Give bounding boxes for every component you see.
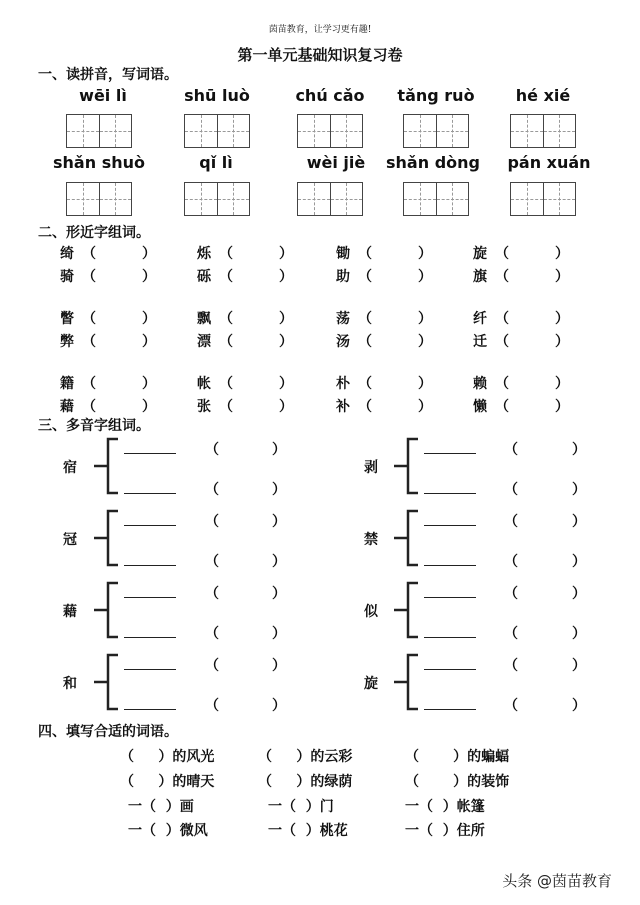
answer-paren-open: （ [358, 246, 372, 262]
answer-paren-open: （ [219, 311, 233, 327]
similar-char-item[interactable] [60, 396, 156, 416]
answer-paren-close: ） [142, 246, 156, 262]
fill-item[interactable]: 一（ ）门 [268, 799, 334, 815]
pinyin-paren-open[interactable]: （ [504, 698, 518, 714]
similar-char-item[interactable] [197, 243, 293, 263]
answer-paren-close: ） [279, 376, 293, 392]
answer-paren-close: ） [279, 334, 293, 350]
similar-char: 飘 [197, 311, 211, 327]
answer-paren-open: （ [495, 334, 509, 350]
fill-row-1 [0, 746, 640, 766]
answer-blank[interactable] [424, 565, 476, 566]
similar-char-item[interactable] [197, 308, 293, 328]
answer-paren-close: ） [555, 334, 569, 350]
similar-char: 懒 [473, 399, 487, 415]
pinyin-label: shǎn shuò [53, 153, 145, 172]
answer-paren-close: ） [555, 269, 569, 285]
fill-item[interactable]: （ ）的绿荫 [258, 774, 353, 790]
answer-paren-close: ） [142, 311, 156, 327]
answer-paren-open: （ [495, 399, 509, 415]
answer-blank[interactable] [124, 525, 176, 526]
similar-char-item[interactable] [197, 331, 293, 351]
similar-char-item[interactable] [336, 266, 432, 286]
polyphonic-char: 剥 [364, 460, 378, 476]
similar-char: 籍 [60, 376, 74, 392]
similar-char-item[interactable] [336, 308, 432, 328]
answer-paren-close: ） [279, 269, 293, 285]
similar-char: 旋 [473, 246, 487, 262]
polyphonic-char: 似 [364, 604, 378, 620]
answer-paren-open: （ [495, 269, 509, 285]
similar-char-item[interactable] [473, 266, 569, 286]
answer-paren-open: （ [82, 311, 96, 327]
pinyin-paren-close: ） [272, 698, 286, 714]
answer-paren-close: ） [418, 269, 432, 285]
answer-paren-open: （ [82, 334, 96, 350]
writing-box[interactable] [510, 182, 576, 216]
pinyin-label: chú cǎo [295, 86, 365, 105]
answer-blank[interactable] [424, 709, 476, 710]
answer-paren-close: ） [418, 399, 432, 415]
brace-icon [92, 653, 122, 711]
polyphonic-char: 禁 [364, 532, 378, 548]
section2-title: 二、形近字组词。 [38, 225, 150, 241]
pinyin-label: pán xuán [507, 153, 591, 172]
pinyin-paren-open[interactable]: （ [504, 626, 518, 642]
similar-char: 旗 [473, 269, 487, 285]
answer-paren-close: ） [142, 269, 156, 285]
pinyin-paren-close: ） [572, 442, 586, 458]
fill-item[interactable]: （ ）的晴天 [120, 774, 215, 790]
similar-char: 帐 [197, 376, 211, 392]
brace-icon [392, 437, 422, 495]
answer-blank[interactable] [424, 637, 476, 638]
similar-char-item[interactable] [197, 266, 293, 286]
answer-blank[interactable] [424, 525, 476, 526]
pinyin-paren-close: ） [272, 442, 286, 458]
pinyin-paren-open[interactable]: （ [504, 514, 518, 530]
answer-paren-open: （ [219, 399, 233, 415]
answer-paren-close: ） [418, 334, 432, 350]
answer-paren-close: ） [418, 311, 432, 327]
writing-grid-row-2 [0, 182, 640, 216]
answer-paren-open: （ [358, 399, 372, 415]
pinyin-paren-open[interactable]: （ [504, 586, 518, 602]
pinyin-paren-open[interactable]: （ [205, 482, 219, 498]
polyphonic-char: 藉 [63, 604, 77, 620]
pinyin-paren-open[interactable]: （ [205, 658, 219, 674]
answer-paren-open: （ [219, 269, 233, 285]
pinyin-paren-close: ） [572, 698, 586, 714]
similar-char: 朴 [336, 376, 350, 392]
section3-title: 三、多音字组词。 [38, 418, 150, 434]
similar-char: 绮 [60, 246, 74, 262]
answer-paren-open: （ [358, 334, 372, 350]
brace-icon [392, 509, 422, 567]
pinyin-paren-open[interactable]: （ [205, 514, 219, 530]
similar-char-item[interactable] [336, 396, 432, 416]
similar-char-item[interactable] [336, 373, 432, 393]
similar-char: 汤 [336, 334, 350, 350]
answer-paren-close: ） [418, 246, 432, 262]
answer-paren-close: ） [418, 376, 432, 392]
writing-box[interactable] [403, 182, 469, 216]
answer-paren-open: （ [495, 246, 509, 262]
similar-char: 弊 [60, 334, 74, 350]
answer-paren-close: ） [279, 399, 293, 415]
answer-blank[interactable] [424, 597, 476, 598]
writing-box[interactable] [403, 114, 469, 148]
answer-paren-open: （ [82, 399, 96, 415]
pinyin-paren-close: ） [572, 554, 586, 570]
pinyin-label: shū luò [184, 86, 250, 105]
fill-row-2 [0, 771, 640, 791]
pinyin-row-1 [0, 86, 640, 106]
similar-char-item[interactable] [473, 331, 569, 351]
pinyin-paren-close: ） [572, 658, 586, 674]
answer-blank[interactable] [424, 493, 476, 494]
pinyin-row-2 [0, 153, 640, 173]
similar-char-item[interactable] [60, 266, 156, 286]
brace-icon [392, 581, 422, 639]
similar-char: 砾 [197, 269, 211, 285]
answer-paren-open: （ [495, 311, 509, 327]
answer-paren-close: ） [142, 376, 156, 392]
answer-paren-open: （ [358, 376, 372, 392]
pinyin-paren-open[interactable]: （ [205, 626, 219, 642]
answer-paren-close: ） [555, 376, 569, 392]
similar-char-item[interactable] [473, 396, 569, 416]
writing-box[interactable] [66, 114, 132, 148]
similar-char: 助 [336, 269, 350, 285]
similar-char-item[interactable] [473, 243, 569, 263]
answer-paren-open: （ [358, 311, 372, 327]
answer-paren-open: （ [495, 376, 509, 392]
pinyin-paren-close: ） [272, 658, 286, 674]
similar-char: 藉 [60, 399, 74, 415]
similar-char: 烁 [197, 246, 211, 262]
brace-icon [92, 509, 122, 567]
pinyin-paren-close: ） [272, 514, 286, 530]
similar-char-item[interactable] [60, 243, 156, 263]
polyphonic-char: 宿 [63, 460, 77, 476]
answer-paren-close: ） [555, 399, 569, 415]
answer-blank[interactable] [124, 453, 176, 454]
answer-paren-close: ） [279, 246, 293, 262]
similar-char: 漂 [197, 334, 211, 350]
answer-paren-open: （ [219, 334, 233, 350]
brace-icon [392, 653, 422, 711]
writing-box[interactable] [297, 114, 363, 148]
pinyin-paren-close: ） [272, 586, 286, 602]
answer-paren-open: （ [219, 246, 233, 262]
answer-blank[interactable] [124, 637, 176, 638]
header-note: 茵苗教育，让学习更有趣! [268, 25, 372, 35]
answer-blank[interactable] [124, 493, 176, 494]
writing-grid-row-1 [0, 114, 640, 148]
page-title: 第一单元基础知识复习卷 [237, 46, 403, 64]
section4-title: 四、填写合适的词语。 [38, 724, 178, 740]
fill-row-3 [0, 796, 640, 816]
answer-paren-open: （ [82, 376, 96, 392]
pinyin-paren-open[interactable]: （ [504, 442, 518, 458]
answer-paren-close: ） [279, 311, 293, 327]
similar-char: 荡 [336, 311, 350, 327]
similar-char-item[interactable] [473, 308, 569, 328]
pinyin-paren-open[interactable]: （ [205, 698, 219, 714]
similar-char: 纤 [473, 311, 487, 327]
pinyin-paren-open[interactable]: （ [205, 554, 219, 570]
similar-char-item[interactable] [60, 331, 156, 351]
fill-item[interactable]: 一（ ）帐篷 [405, 799, 485, 815]
pinyin-paren-close: ） [272, 482, 286, 498]
answer-paren-close: ） [142, 399, 156, 415]
pinyin-label: wèi jiè [306, 153, 366, 172]
answer-paren-open: （ [358, 269, 372, 285]
similar-char-item[interactable] [60, 373, 156, 393]
similar-char: 瞥 [60, 311, 74, 327]
similar-char: 迁 [473, 334, 487, 350]
writing-box[interactable] [297, 182, 363, 216]
answer-paren-close: ） [142, 334, 156, 350]
pinyin-paren-close: ） [272, 554, 286, 570]
pinyin-paren-close: ） [572, 514, 586, 530]
pinyin-paren-open[interactable]: （ [205, 586, 219, 602]
pinyin-paren-open[interactable]: （ [504, 482, 518, 498]
section1-title: 一、读拼音，写词语。 [38, 67, 178, 83]
similar-char-item[interactable] [473, 373, 569, 393]
fill-item[interactable]: （ ）的云彩 [258, 749, 353, 765]
answer-blank[interactable] [124, 709, 176, 710]
pinyin-paren-open[interactable]: （ [504, 554, 518, 570]
pinyin-label: hé xié [515, 86, 571, 105]
pinyin-paren-close: ） [572, 586, 586, 602]
pinyin-label: tǎng ruò [397, 86, 475, 105]
writing-box[interactable] [184, 114, 250, 148]
similar-char-item[interactable] [197, 396, 293, 416]
writing-box[interactable] [184, 182, 250, 216]
similar-char: 骑 [60, 269, 74, 285]
fill-item[interactable]: 一（ ）画 [128, 799, 194, 815]
pinyin-paren-open[interactable]: （ [205, 442, 219, 458]
similar-char-item[interactable] [197, 373, 293, 393]
pinyin-label: wēi lì [79, 86, 127, 105]
answer-paren-close: ） [555, 246, 569, 262]
answer-blank[interactable] [124, 565, 176, 566]
fill-item[interactable]: 一（ ）微风 [128, 823, 208, 839]
pinyin-paren-open[interactable]: （ [504, 658, 518, 674]
pinyin-paren-close: ） [572, 482, 586, 498]
similar-char-item[interactable] [60, 308, 156, 328]
pinyin-paren-close: ） [272, 626, 286, 642]
writing-box[interactable] [66, 182, 132, 216]
answer-paren-open: （ [82, 246, 96, 262]
fill-item[interactable]: 一（ ）桃花 [268, 823, 348, 839]
similar-char: 锄 [336, 246, 350, 262]
answer-paren-close: ） [555, 311, 569, 327]
fill-item[interactable]: （ ）的装饰 [405, 774, 510, 790]
watermark: 头条 @茵苗教育 [502, 872, 612, 890]
brace-icon [92, 581, 122, 639]
pinyin-label: shǎn dòng [386, 153, 480, 172]
answer-paren-open: （ [219, 376, 233, 392]
answer-blank[interactable] [424, 453, 476, 454]
fill-item[interactable]: （ ）的蝙蝠 [405, 749, 510, 765]
pinyin-label: qǐ lì [199, 153, 233, 172]
polyphonic-char: 冠 [63, 532, 77, 548]
similar-char: 赖 [473, 376, 487, 392]
polyphonic-char: 和 [63, 676, 77, 692]
fill-row-4 [0, 820, 640, 840]
similar-char: 补 [336, 399, 350, 415]
writing-box[interactable] [510, 114, 576, 148]
fill-item[interactable]: 一（ ）住所 [405, 823, 485, 839]
polyphonic-char: 旋 [364, 676, 378, 692]
fill-item[interactable]: （ ）的风光 [120, 749, 215, 765]
answer-paren-open: （ [82, 269, 96, 285]
answer-blank[interactable] [124, 669, 176, 670]
brace-icon [92, 437, 122, 495]
pinyin-paren-close: ） [572, 626, 586, 642]
similar-char-item[interactable] [336, 243, 432, 263]
answer-blank[interactable] [424, 669, 476, 670]
similar-char: 张 [197, 399, 211, 415]
similar-char-item[interactable] [336, 331, 432, 351]
answer-blank[interactable] [124, 597, 176, 598]
